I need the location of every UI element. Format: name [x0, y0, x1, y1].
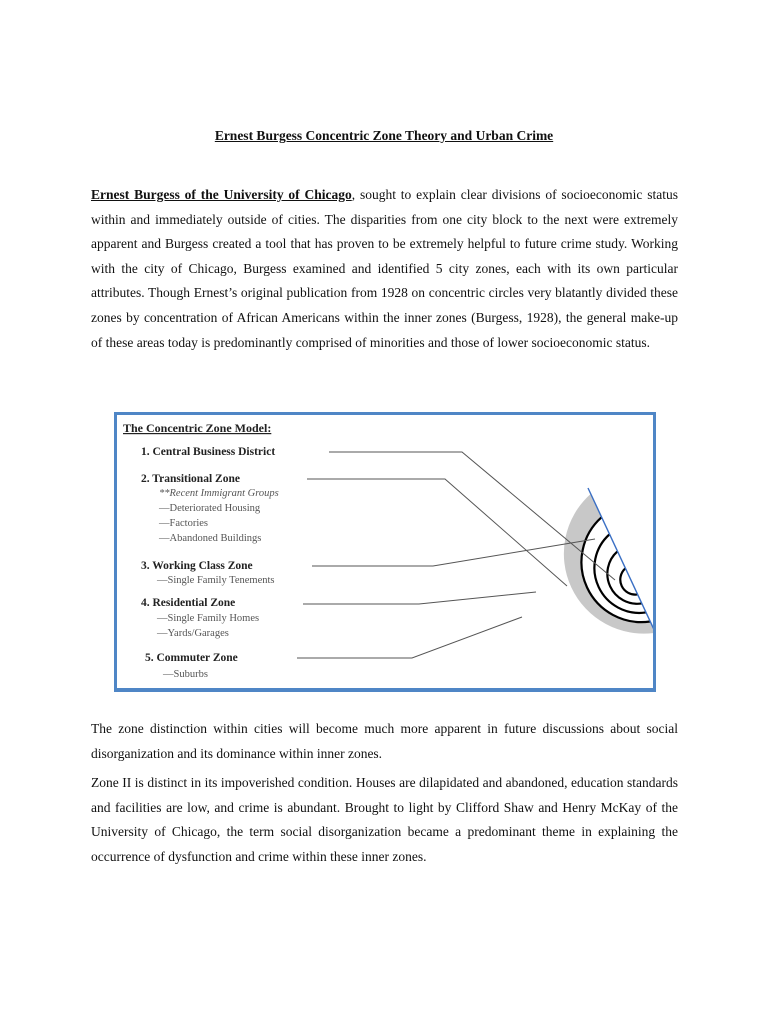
zone-4-detail: —Single Family Homes: [157, 613, 260, 624]
intro-lead: Ernest Burgess of the University of Chicago: [91, 187, 352, 202]
intro-body: , sought to explain clear divisions of socioeconomic status within and immediately outside of cities. The disparities from one city block to the next were extremely apparent and Burgess created a tool that has proven to be extremely helpful to future crime study. Working with the city of Chicago, Burgess examined and identified 5 city zones, each with its own particular attributes. Though Ernest’s original publication from 1928 on concentric circles very blatantly divided these zones by concentration of African Americans within the inner zones (Burgess, 1928), the general make-up of these areas today is predominantly comprised of minorities and those of lower socioeconomic status.: [91, 187, 678, 350]
zone-2-detail: —Abandoned Buildings: [159, 533, 262, 544]
zone-distinction-paragraph: The zone distinction within cities will become much more apparent in future discussions about social disorganization and its dominance within inner zones.: [91, 721, 678, 761]
zone-2-detail: **Recent Immigrant Groups: [159, 488, 279, 499]
zone-5-leader-line: [297, 617, 522, 658]
zone-5-label: 5. Commuter Zone: [145, 652, 238, 664]
concentric-rings: [564, 488, 653, 636]
zone-3-leader-line: [312, 539, 595, 566]
intro-paragraph: [91, 183, 678, 355]
zone-3-label: 3. Working Class Zone: [141, 560, 253, 572]
zone-4-leader-line: [303, 592, 536, 604]
zone-two-paragraph: Zone II is distinct in its impoverished condition. Houses are dilapidated and abandoned, education standards and facilities are low, and crime is abundant. Brought to light by Clifford Shaw and Henry McKay of the University of Chicago, the term social disorganization became a predominant theme in explaining the occurrence of dysfunction and crime within these inner zones.: [91, 775, 678, 864]
figure-heading: The Concentric Zone Model:: [123, 421, 272, 435]
zone-4-label: 4. Residential Zone: [141, 597, 236, 609]
concentric-zone-figure: [114, 412, 656, 692]
zone-2-detail: —Factories: [159, 518, 208, 529]
zone-4-detail: —Yards/Garages: [157, 628, 229, 639]
zone-2-leader-line: [307, 479, 567, 586]
concentric-zone-diagram: [117, 415, 653, 688]
zone-3-detail: —Single Family Tenements: [157, 575, 275, 586]
zone-2-label: 2. Transitional Zone: [141, 473, 240, 485]
zone-1-label: 1. Central Business District: [141, 446, 276, 458]
zone-2-detail: —Deteriorated Housing: [159, 503, 261, 514]
document-title: Ernest Burgess Concentric Zone Theory and Urban Crime: [214, 128, 554, 143]
zone-5-detail: —Suburbs: [163, 669, 208, 680]
